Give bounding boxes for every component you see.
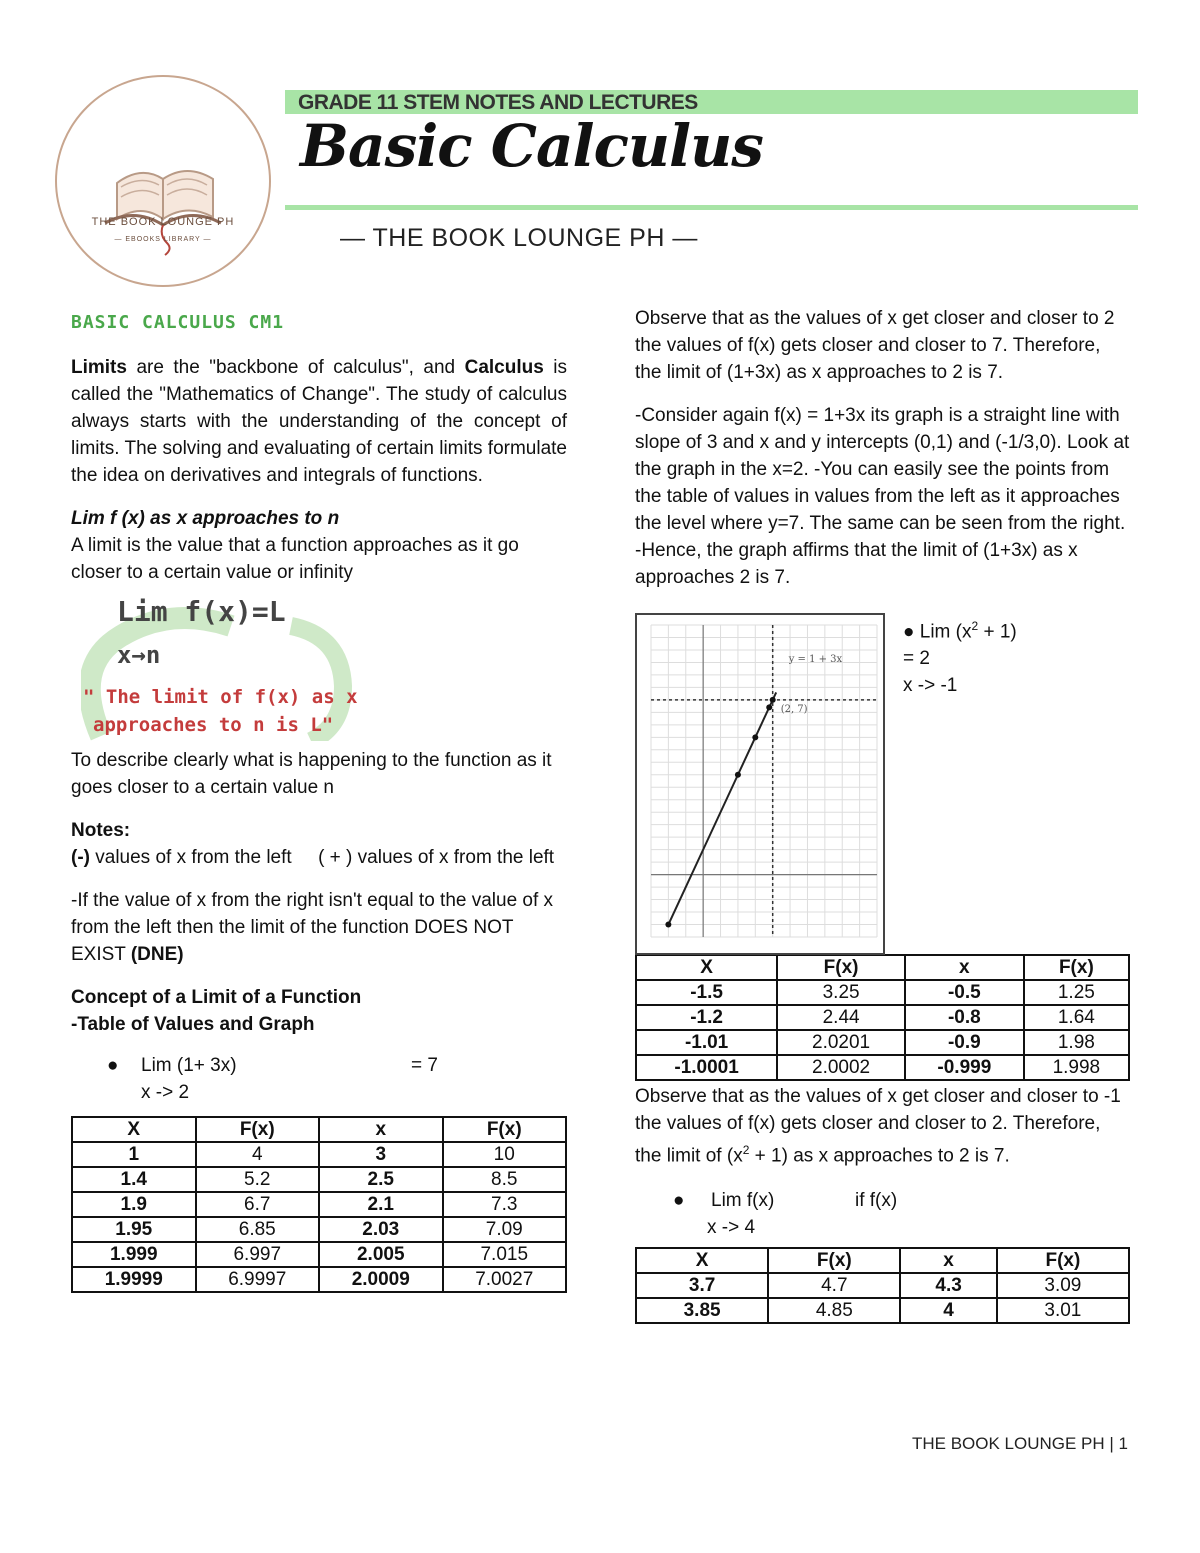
table-cell: 6.85: [196, 1217, 320, 1242]
bullet-dot-icon: ●: [903, 621, 920, 643]
img-line-4: approaches to n is L": [93, 714, 334, 736]
values-table-3: [635, 1247, 1130, 1324]
page-title: Basic Calculus: [300, 112, 763, 180]
bullet-3-approach: x -> 4: [707, 1217, 756, 1239]
img-line-3: " The limit of f(x) as x: [83, 686, 358, 708]
limits-term: Limits: [71, 357, 127, 378]
table-header-cell: F(x): [196, 1117, 320, 1142]
notes-values-text: values of x from the left ( + ) values of x from the left: [89, 847, 555, 868]
bullet-2-equals: = 2: [903, 648, 930, 670]
table-cell: 1: [72, 1142, 196, 1167]
table-row: [636, 1055, 1129, 1080]
table-header-cell: F(x): [768, 1248, 900, 1273]
table-cell: 7.015: [443, 1242, 567, 1267]
table-row: [72, 1167, 566, 1192]
table-cell: 2.1: [319, 1192, 443, 1217]
bullet-approach: x -> 2: [141, 1082, 190, 1103]
table-cell: -1.2: [636, 1005, 777, 1030]
title-divider: [285, 205, 1138, 210]
table-header-row: [636, 1248, 1129, 1273]
right-column: [635, 305, 1130, 1324]
table-cell: -0.999: [905, 1055, 1024, 1080]
lim-heading: Lim f (x) as x approaches to n: [71, 508, 340, 529]
img-line-1: Lim f(x)=L: [117, 595, 286, 628]
limit-bullet-2: [903, 613, 1017, 699]
table-cell: 7.09: [443, 1217, 567, 1242]
table-cell: 8.5: [443, 1167, 567, 1192]
table-cell: 1.999: [72, 1242, 196, 1267]
table-cell: 4.85: [768, 1298, 900, 1323]
calculus-term: Calculus: [464, 357, 544, 378]
table-row: [72, 1242, 566, 1267]
bullet-dot-icon: ●: [673, 1190, 685, 1212]
table-cell: 2.005: [319, 1242, 443, 1267]
notes-label: Notes:: [71, 820, 131, 841]
table-cell: 1.9: [72, 1192, 196, 1217]
table-header-cell: F(x): [1024, 955, 1129, 980]
table-header-row: [636, 955, 1129, 980]
notes-values: [71, 844, 567, 871]
observe-paragraph-1: Observe that as the values of x get closer and closer to 2 the values of f(x) gets closer and closer to 7. Therefore, the limit of (1+3x) as x approaches to 2 is 7.: [635, 308, 1115, 383]
table-header-cell: X: [636, 955, 777, 980]
logo-subtitle: — EBOOKS LIBRARY —: [114, 236, 212, 243]
observe-2-exponent: 2: [742, 1143, 750, 1157]
table-cell: 3.09: [997, 1273, 1129, 1298]
bullet-3-if: if f(x): [855, 1190, 898, 1212]
minus-symbol: (-): [71, 847, 90, 868]
table-cell: 10: [443, 1142, 567, 1167]
section-heading: BASIC CALCULUS CM1: [71, 312, 285, 333]
bullet-equals: = 7: [411, 1055, 438, 1076]
table-cell: 2.03: [319, 1217, 443, 1242]
table-cell: 5.2: [196, 1167, 320, 1192]
open-book-icon: [55, 75, 271, 287]
table-header-cell: F(x): [777, 955, 905, 980]
table-cell: 2.44: [777, 1005, 905, 1030]
bullet-2-limit: Lim (x: [919, 621, 972, 643]
table-row: [72, 1267, 566, 1292]
table-cell: 4.3: [900, 1273, 996, 1298]
bullet-dot-icon: ●: [107, 1055, 119, 1076]
logo-name: THE BOOK LOUNGE PH: [91, 216, 235, 228]
table-cell: 1.25: [1024, 980, 1129, 1005]
table-cell: 7.0027: [443, 1267, 567, 1292]
table-cell: 4: [900, 1298, 996, 1323]
point-annotation: (2, 7): [780, 703, 808, 715]
intro-text-1: are the "backbone of calculus", and: [126, 357, 465, 378]
values-table-2: [635, 954, 1130, 1081]
graph-title: y = 1 + 3x: [788, 653, 843, 665]
table-header-cell: x: [905, 955, 1024, 980]
bullet-2-line: [903, 613, 1017, 645]
table-cell: -1.01: [636, 1030, 777, 1055]
table-cell: 1.95: [72, 1217, 196, 1242]
describe-paragraph: To describe clearly what is happening to the function as it goes closer to a certain value n: [71, 750, 552, 798]
table-cell: 1.64: [1024, 1005, 1129, 1030]
table-cell: 1.98: [1024, 1030, 1129, 1055]
observe-2-text-b: + 1) as x approaches to 2 is 7.: [749, 1145, 1010, 1167]
bullet-3-limit: Lim f(x): [711, 1190, 775, 1212]
table-cell: 3.7: [636, 1273, 768, 1298]
dne-text: -If the value of x from the right isn't equal to the value of x from the left then the limit of the function DOES NOT EXIST: [71, 890, 554, 965]
graph-section: [635, 613, 1130, 958]
lim-definition: A limit is the value that a function approaches as it go closer to a certain value or infinity: [71, 535, 519, 583]
table-header-cell: X: [636, 1248, 768, 1273]
concept-subheading: -Table of Values and Graph: [71, 1014, 315, 1035]
page-subtitle: — THE BOOK LOUNGE PH —: [340, 224, 698, 252]
values-table-1: [71, 1116, 567, 1293]
series-line: [668, 692, 776, 924]
line-graph: [635, 613, 885, 955]
table-cell: -0.9: [905, 1030, 1024, 1055]
bullet-2-rest: + 1): [978, 621, 1017, 643]
logo-circle: [55, 75, 271, 287]
grade-line: GRADE 11 STEM NOTES AND LECTURES: [298, 91, 698, 114]
table-cell: 3.01: [997, 1298, 1129, 1323]
intro-paragraph: [71, 354, 567, 489]
table-row: [636, 1298, 1129, 1323]
table-header-cell: F(x): [997, 1248, 1129, 1273]
data-point: [752, 734, 758, 740]
table-header-row: [72, 1117, 566, 1142]
concept-heading: Concept of a Limit of a Function: [71, 987, 362, 1008]
table-cell: 4.7: [768, 1273, 900, 1298]
table-row: [636, 1273, 1129, 1298]
left-column: [71, 305, 567, 1293]
table-cell: 2.0201: [777, 1030, 905, 1055]
table-cell: 2.5: [319, 1167, 443, 1192]
table-cell: 3.25: [777, 980, 905, 1005]
dne-paragraph: [71, 887, 567, 968]
data-point: [665, 922, 671, 928]
table-cell: 1.4: [72, 1167, 196, 1192]
limit-bullet-3: [635, 1187, 1130, 1241]
table-cell: 6.7: [196, 1192, 320, 1217]
dne-label: (DNE): [130, 944, 184, 965]
table-header-cell: x: [319, 1117, 443, 1142]
bullet-2-approach: x -> -1: [903, 675, 958, 697]
table-row: [72, 1142, 566, 1167]
page-footer: THE BOOK LOUNGE PH | 1: [911, 1434, 1128, 1453]
table-cell: 4: [196, 1142, 320, 1167]
table-row: [636, 1005, 1129, 1030]
table-row: [72, 1217, 566, 1242]
table-cell: -0.5: [905, 980, 1024, 1005]
data-point: [766, 704, 772, 710]
data-point: [770, 697, 776, 703]
table-cell: 1.998: [1024, 1055, 1129, 1080]
table-cell: -0.8: [905, 1005, 1024, 1030]
table-cell: 1.9999: [72, 1267, 196, 1292]
bullet-2-exponent: 2: [971, 619, 979, 633]
table-cell: -1.5: [636, 980, 777, 1005]
limit-notation-image: [81, 596, 366, 741]
table-header-cell: x: [900, 1248, 996, 1273]
limit-bullet: [71, 1052, 567, 1106]
table-cell: 6.9997: [196, 1267, 320, 1292]
table-cell: 2.0009: [319, 1267, 443, 1292]
bullet-limit: Lim (1+ 3x): [141, 1055, 237, 1076]
consider-paragraph: -Consider again f(x) = 1+3x its graph is a straight line with slope of 3 and x and y intercepts (0,1) and (-1/3,0). Look at the graph in the x=2. -You can easily see the points from the table of values in values from the left as it approaches the level where y=7. The same can be seen from the right. -Hence, the graph affirms that the limit of (1+3x) as x approaches 2 is 7.: [635, 405, 1130, 588]
table-row: [636, 1030, 1129, 1055]
table-header-cell: F(x): [443, 1117, 567, 1142]
table-cell: -1.0001: [636, 1055, 777, 1080]
intro-text-2: is called the "Mathematics of Change". The study of calculus always starts with the understanding of the concept of limits. The solving and evaluating of certain limits formulate the idea on derivatives and integrals of functions.: [71, 357, 568, 486]
table-cell: 3: [319, 1142, 443, 1167]
data-point: [735, 772, 741, 778]
table-header-cell: X: [72, 1117, 196, 1142]
table-cell: 7.3: [443, 1192, 567, 1217]
table-row: [636, 980, 1129, 1005]
img-line-2: x→n: [117, 641, 161, 669]
observe-paragraph-2: [635, 1083, 1130, 1169]
observe-2-text-a: Observe that as the values of x get closer and closer to -1 the values of f(x) gets closer and closer to 2. Therefore, the limit of (x: [635, 1086, 1121, 1167]
table-cell: 2.0002: [777, 1055, 905, 1080]
table-cell: 3.85: [636, 1298, 768, 1323]
table-row: [72, 1192, 566, 1217]
table-cell: 6.997: [196, 1242, 320, 1267]
